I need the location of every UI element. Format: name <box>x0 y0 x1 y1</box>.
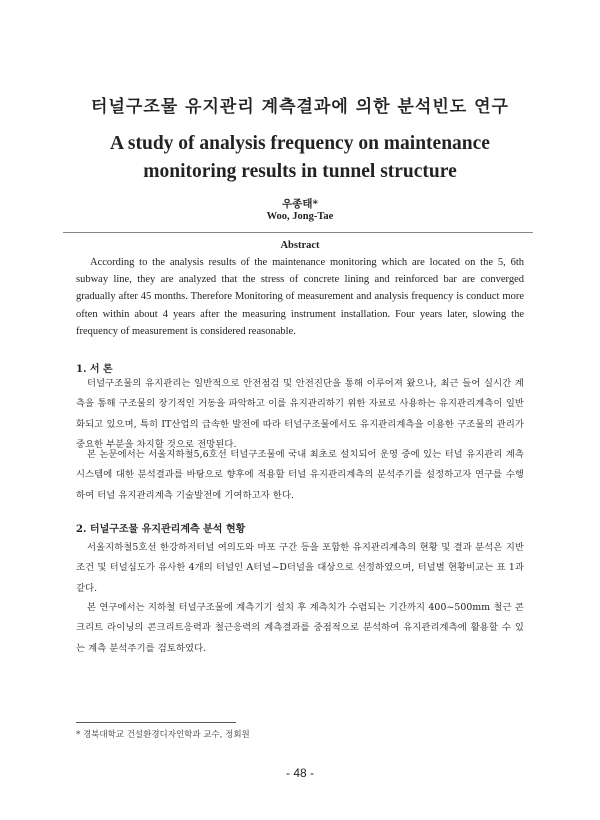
author-english-name: Woo, Jong-Tae <box>266 211 334 222</box>
section-2-paragraph-2: 본 연구에서는 지하철 터널구조물에 계측기기 설치 후 계측치가 수렴되는 기간까지 400~500mm 철근 콘크리트 라이닝의 콘크리트응력과 철근응력의 계측결과를 중점적으로 분석하여 유지관리계측에 활용할 수 있는 계측 분석주기를 검토하였다. <box>76 602 524 654</box>
section-1-title: 1. 서 론 <box>76 364 113 375</box>
abstract-text: According to the analysis results of the maintenance monitoring which are located on the 5, 6th subway line, they are analyzed that the stress of concrete lining and reinforced bar are converged gradually after 45 months. Therefore Monitoring of measurement and analysis frequency is conduct more often within about 4 years after the measuring instrument installation. Four years later, slowing the frequency of measurement is considered reasonable. <box>76 257 524 337</box>
english-title-line-1: A study of analysis frequency on maintenance <box>110 133 490 154</box>
section-1-paragraph-2: 본 논문에서는 서울지하철5,6호선 터널구조물에 국내 최초로 설치되어 운영 중에 있는 터널 유지관리 계측 시스템에 대한 분석결과를 바탕으로 향후에 적용할 터널 유지관리계측의 분석주기를 설정하고자 연구를 수행하여 터널 유지관리계측 기술발전에 기여하고자 한다. <box>76 449 524 501</box>
section-2-title: 2. 터널구조물 유지관리계측 분석 현황 <box>76 524 246 535</box>
english-title-line-2: monitoring results in tunnel structure <box>143 161 457 182</box>
author-korean-name: 우종태* <box>282 198 318 210</box>
header-divider <box>63 232 533 233</box>
section-2-paragraph-1: 서울지하철5호선 한강하저터널 여의도와 마포 구간 등을 포함한 유지관리계측의 현황 및 결과 분석은 지반조건 및 터널심도가 유사한 4개의 터널인 A터널~D터널을 대상으로 선정하였으며, 터널별 현황비교는 표 1과 같다. <box>76 542 524 594</box>
korean-title: 터널구조물 유지관리 계측결과에 의한 분석빈도 연구 <box>91 97 509 117</box>
abstract-heading: Abstract <box>280 240 320 251</box>
page-number: - 48 - <box>285 766 314 780</box>
section-1-paragraph-1: 터널구조물의 유지관리는 일반적으로 안전점검 및 안전진단을 통해 이루어져 왔으나, 최근 들어 실시간 계측을 통해 구조물의 장기적인 거동을 파악하고 이를 유지관리하기 위한 자료로 사용하는 유지관리계측이 일반화되고 있으며, 특히 IT산업의 급속한 발전에 따라 터널구조물에서도 유지관리계측을 이용한 구조물의 관리가 중요한 부분을 차지할 것으로 전망된다. <box>76 378 524 451</box>
footnote-divider <box>76 722 236 723</box>
english-title <box>60 130 540 186</box>
author-affiliation-footnote: * 경북대학교 건설환경디자인학과 교수, 정회원 <box>76 730 250 740</box>
